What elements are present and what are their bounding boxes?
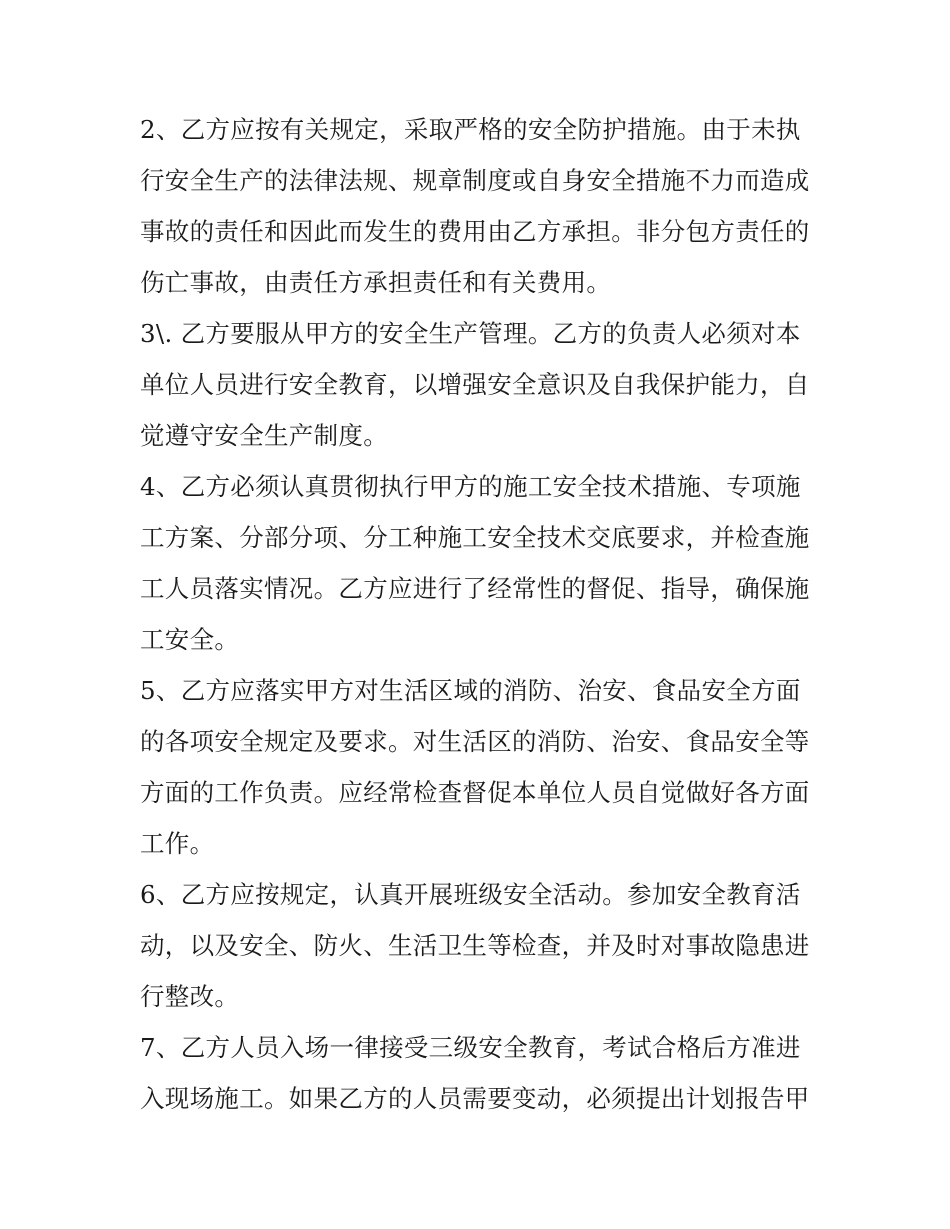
text-line: 单位人员进行安全教育，以增强安全意识及自我保护能力，自 [140, 370, 810, 399]
text-line: 觉遵守安全生产制度。 [140, 421, 388, 450]
text-line: 工方案、分部分项、分工种施工安全技术交底要求，并检查施 [140, 523, 810, 552]
text-line: 伤亡事故，由责任方承担责任和有关费用。 [140, 268, 612, 297]
text-line: 事故的责任和因此而发生的费用由乙方承担。非分包方责任的 [140, 217, 810, 246]
text-line: 5、乙方应落实甲方对生活区域的消防、治安、食品安全方面 [140, 676, 801, 705]
document-body [140, 104, 820, 1124]
text-line: 4、乙方必须认真贯彻执行甲方的施工安全技术措施、专项施 [140, 472, 801, 501]
text-line: 工作。 [140, 829, 215, 858]
text-line: 工安全。 [140, 625, 240, 654]
text-line: 入现场施工。如果乙方的人员需要变动，必须提出计划报告甲 [140, 1084, 810, 1113]
text-line: 7、乙方人员入场一律接受三级安全教育，考试合格后方准进 [140, 1033, 801, 1062]
text-line: 行整改。 [140, 982, 240, 1011]
text-line: 方面的工作负责。应经常检查督促本单位人员自觉做好各方面 [140, 778, 810, 807]
text-line: 3\. 乙方要服从甲方的安全生产管理。乙方的负责人必须对本 [140, 319, 801, 348]
text-line: 的各项安全规定及要求。对生活区的消防、治安、食品安全等 [140, 727, 810, 756]
text-line: 工人员落实情况。乙方应进行了经常性的督促、指导，确保施 [140, 574, 810, 603]
text-line: 2、乙方应按有关规定，采取严格的安全防护措施。由于未执 [140, 115, 801, 144]
text-line: 6、乙方应按规定，认真开展班级安全活动。参加安全教育活 [140, 880, 801, 909]
text-line: 动，以及安全、防火、生活卫生等检查，并及时对事故隐患进 [140, 931, 810, 960]
text-line: 行安全生产的法律法规、规章制度或自身安全措施不力而造成 [140, 166, 810, 195]
